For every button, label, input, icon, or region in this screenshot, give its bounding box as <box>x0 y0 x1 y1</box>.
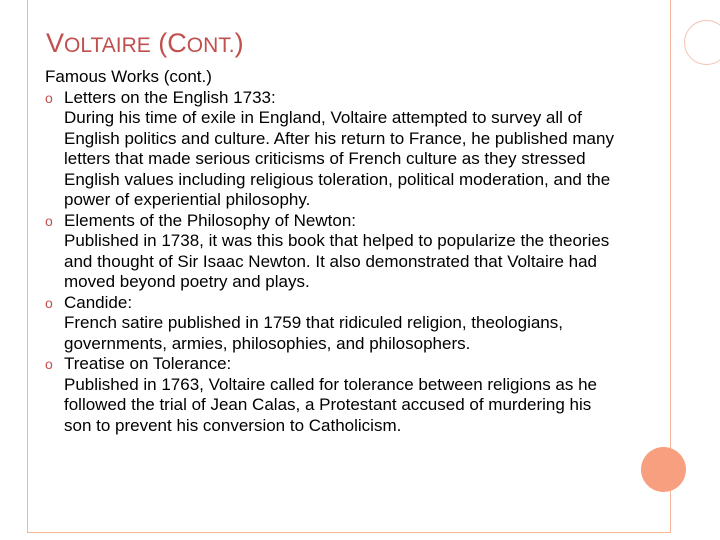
list-item-body <box>64 211 615 293</box>
title-cont-rest: ONT. <box>186 34 235 57</box>
work-heading: Candide: <box>64 292 133 312</box>
list-item <box>45 293 615 355</box>
bullet-icon: o <box>45 294 53 311</box>
work-heading: Treatise on Tolerance: <box>64 354 232 373</box>
list-item-body <box>64 293 615 355</box>
bullet-icon: o <box>45 89 53 106</box>
work-heading: Elements of the Philosophy of Newton: <box>64 210 356 230</box>
work-description: French satire published in 1759 that ridiculed religion, theologians, governments, armies, philosophies, and philosophers. <box>64 313 563 353</box>
list-item <box>45 211 615 293</box>
bullet-icon: o <box>45 212 53 229</box>
bullet-icon: o <box>45 356 53 372</box>
slide-content <box>45 67 615 436</box>
work-description: During his time of exile in England, Voltaire attempted to survey all of English politics and culture. After his return to France, he published many letters that made serious criticisms of French culture as they stressed English values including religious toleration, political moderation, and the power of experiential philosophy. <box>64 108 614 209</box>
work-description: Published in 1763, Voltaire called for tolerance between religions as he followed the trial of Jean Calas, a Protestant accused of murdering his son to prevent his conversion to Catholicism. <box>64 374 598 435</box>
works-list <box>45 88 615 437</box>
work-description: Published in 1738, it was this book that helped to popularize the theories and thought of Sir Isaac Newton. It also demonstrated that Voltaire had moved beyond poetry and plays. <box>64 231 610 291</box>
list-item <box>45 88 615 211</box>
decorative-circle-filled <box>641 447 686 492</box>
title-paren-close: ) <box>234 28 244 58</box>
title-paren-open: ( <box>158 28 168 58</box>
slide-title <box>46 26 244 63</box>
list-item-body <box>64 88 615 211</box>
title-cont-first: C <box>167 28 187 58</box>
decorative-circle-outline <box>684 20 720 65</box>
title-rest: OLTAIRE <box>64 34 151 57</box>
list-item-body <box>64 354 615 436</box>
work-heading: Letters on the English 1733: <box>64 87 276 107</box>
list-item <box>45 354 615 436</box>
intro-text: Famous Works (cont.) <box>45 67 212 86</box>
title-first-letter: V <box>46 28 65 58</box>
